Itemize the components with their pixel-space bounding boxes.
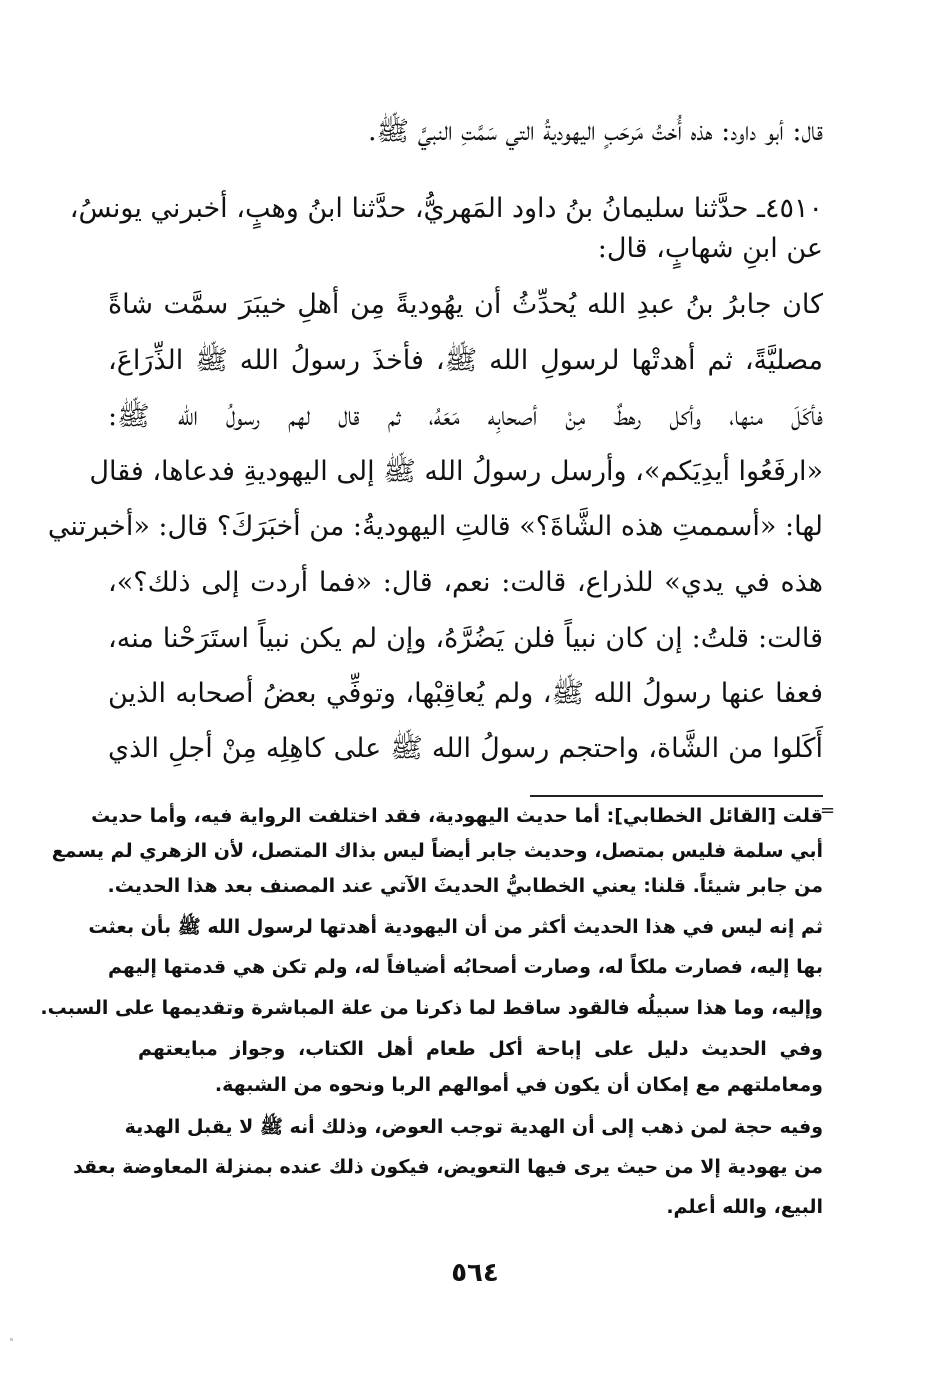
main-line: عن ابنِ شهابٍ، قال: — [597, 233, 823, 264]
footnote-line: البيع، والله أعلم. — [666, 1196, 823, 1218]
footnote-line: ومعاملتهم مع إمكان أن يكون في أموالهم الربا ونحوه من الشبهة. — [214, 1074, 823, 1096]
footnote-line: من جابر شيئاً. قلنا: يعني الخطابيُّ الحديثَ الآتي عند المصنف بعد هذا الحديث. — [107, 875, 823, 897]
footnote-line: أبي سلمة فليس بمتصل، وحديث جابر أيضاً ليس بذاك المتصل، لأن الزهري لم يسمع — [51, 840, 823, 862]
footnote-continuation-marker: = — [820, 800, 836, 821]
main-line: كان جابرُ بنُ عبدِ الله يُحدِّثُ أن يهُوديةً مِن أهلِ خيبَرَ سمَّت شاةً — [108, 289, 823, 320]
page-number: ٥٦٤ — [451, 1258, 499, 1288]
main-line: هذه في يدي» للذراع، قالت: نعم، قال: «فما أردت إلى ذلك؟»، — [108, 567, 823, 598]
footnote-line: بها إليه، فصارت ملكاً له، وصارت أصحابُه أضيافاً له، ولم تكن هي قدمتها إليهم — [108, 956, 823, 978]
main-line: فعفا عنها رسولُ الله ﷺ، ولم يُعاقِبْها، وتوفِّي بعضُ أصحابه الذين — [108, 678, 823, 709]
scan-speck — [10, 1338, 13, 1341]
main-line: «ارفَعُوا أيدِيَكم»، وأرسل رسولُ الله ﷺ إلى اليهوديةِ فدعاها، فقال — [89, 456, 823, 487]
footnote-separator — [530, 795, 823, 797]
main-line: مصليَّةً، ثم أهدتْها لرسولِ الله ﷺ، فأخذَ رسولُ الله ﷺ الذِّرَاعَ، — [108, 345, 823, 376]
main-line: لها: «أسممتِ هذه الشَّاةَ؟» قالتِ اليهوديةُ: من أخبَرَكَ؟ قال: «أخبرتني — [47, 511, 823, 542]
main-line: أَكَلوا من الشَّاة، واحتجم رسولُ الله ﷺ على كاهِلِه مِنْ أجلِ الذي — [108, 733, 823, 764]
hadith-heading-line: ٤٥١٠ـ حدَّثنا سليمانُ بنُ داود المَهريُّ، حدَّثنا ابنُ وهبٍ، أخبرني يونسُ، — [69, 193, 823, 224]
footnote-line: ثم إنه ليس في هذا الحديث أكثر من أن اليهودية أهدتها لرسول الله ﷺ بأن بعثت — [88, 916, 823, 938]
footnote-line: وإليه، وما هذا سبيلُه فالقود ساقط لما ذكرنا من علة المباشرة وتقديمها على السبب. — [40, 997, 823, 1019]
footnote-line: من يهودية إلا من حيث يرى فيها التعويض، فيكون ذلك عنده بمنزلة المعاوضة بعقد — [73, 1156, 823, 1178]
main-line: قالت: قلتُ: إن كان نبياً فلن يَضُرَّهُ، وإن لم يكن نبياً استَرَحْنا منه، — [108, 623, 823, 654]
footnote-line: وفي الحديث دليل على إباحة أكل طعام أهل الكتاب، وجواز مبايعتهم — [138, 1038, 823, 1060]
footnote-line: قلت [القائل الخطابي]: أما حديث اليهودية، فقد اختلفت الرواية فيه، وأما حديث — [91, 805, 823, 827]
footnote-line: وفيه حجة لمن ذهب إلى أن الهدية توجب العوض، وذلك أنه ﷺ لا يقبل الهدية — [124, 1116, 823, 1138]
main-line: فأكَلَ منها، وأكل رهطٌ مِنْ أصحابِه مَعَهُ، ثم قال لهم رسولُ الله ﷺ: — [108, 401, 823, 432]
main-line: قال: أبو داود: هذه أُختُ مَرحَبٍ اليهوديةُ التي سَمَّتِ النبيَّ ﷺ. — [367, 116, 823, 147]
